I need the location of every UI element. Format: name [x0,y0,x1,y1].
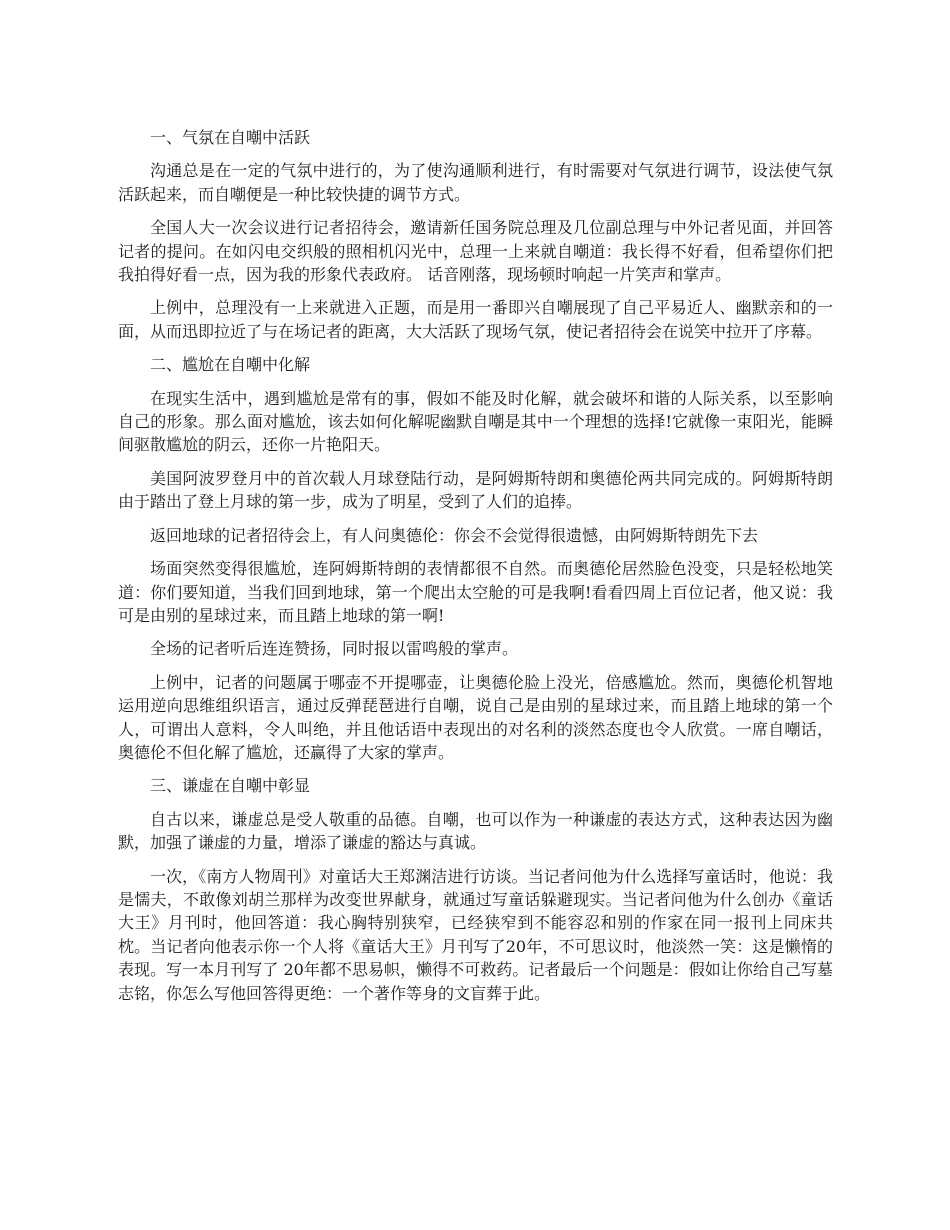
document-body [118,126,833,1015]
paragraph-3: 上例中，总理没有一上来就进入正题，而是用一番即兴自嘲展现了自己平易近人、幽默亲和的一面，从而迅即拉近了与在场记者的距离，大大活跃了现场气氛，使记者招待会在说笑中拉开了序幕。 [118,298,833,341]
paragraph-7: 场面突然变得很尴尬，连阿姆斯特朗的表情都很不自然。而奥德伦居然脸色没变，只是轻松地笑道：你们要知道，当我们回到地球，第一个爬出太空舱的可是我啊!看看四周上百位记者，他又说：我可是由别的星球过来，而且踏上地球的第一啊! [118,559,833,625]
paragraph-10: 自古以来，谦虚总是受人敬重的品德。自嘲，也可以作为一种谦虚的表达方式，这种表达因为幽默，加强了谦虚的力量，增添了谦虚的豁达与真诚。 [118,809,833,853]
section-heading-3: 三、谦虚在自嘲中彰显 [150,776,311,796]
paragraph-8: 全场的记者听后连连赞扬，同时报以雷鸣般的掌声。 [150,639,519,659]
paragraph-9: 上例中，记者的问题属于哪壶不开提哪壶，让奥德伦脸上没光，倍感尴尬。然而，奥德伦机智地运用逆向思维组织语言，通过反弹琵琶进行自嘲，说自己是由别的星球过来，而且踏上地球的第一个人，可谓出人意料，令人叫绝，并且他话语中表现出的对名利的淡然态度也令人欣赏。一席自嘲话，奥德伦不但化解了尴尬，还赢得了大家的掌声。 [118,672,833,762]
paragraph-1: 沟通总是在一定的气氛中进行的，为了使沟通顺利进行，有时需要对气氛进行调节，设法使气氛活跃起来，而自嘲便是一种比较快捷的调节方式。 [118,161,833,204]
paragraph-11: 一次，《南方人物周刊》对童话大王郑渊洁进行访谈。当记者问他为什么选择写童话时，他说：我是懦夫，不敢像刘胡兰那样为改变世界献身，就通过写童话躲避现实。当记者问他为什么创办《童话大王》月刊时，他回答道：我心胸特别狭窄，已经狭窄到不能容忍和别的作家在同一报刊上同床共枕。当记者向他表示你一个人将《童话大王》月刊写了20年，不可思议时，他淡然一笑：这是懒惰的表现。写一本月刊写了 20年都不思易帜，懒得不可救药。记者最后一个问题是：假如让你给自己写墓志铭，你怎么写他回答得更绝：一个著作等身的文盲葬于此。 [118,866,833,1003]
paragraph-2: 全国人大一次会议进行记者招待会，邀请新任国务院总理及几位副总理与中外记者见面，并回答记者的提问。在如闪电交织般的照相机闪光中，总理一上来就自嘲道：我长得不好看，但希望你们把我拍得好看一点，因为我的形象代表政府。 话音刚落，现场顿时响起一片笑声和掌声。 [118,218,833,285]
paragraph-6: 返回地球的记者招待会上，有人问奥德伦：你会不会觉得很遗憾，由阿姆斯特朗先下去 [150,525,759,545]
section-heading-1: 一、气氛在自嘲中活跃 [150,128,311,147]
paragraph-4: 在现实生活中，遇到尴尬是常有的事，假如不能及时化解，就会破坏和谐的人际关系，以至影响自己的形象。那么面对尴尬，该去如何化解呢幽默自嘲是其中一个理想的选择!它就像一束阳光，能瞬间驱散尴尬的阴云，还你一片艳阳天。 [118,388,833,455]
section-heading-2: 二、尴尬在自嘲中化解 [150,355,311,375]
paragraph-5: 美国阿波罗登月中的首次载人月球登陆行动，是阿姆斯特朗和奥德伦两共同完成的。阿姆斯特朗由于踏出了登上月球的第一步，成为了明星，受到了人们的追捧。 [118,468,833,512]
